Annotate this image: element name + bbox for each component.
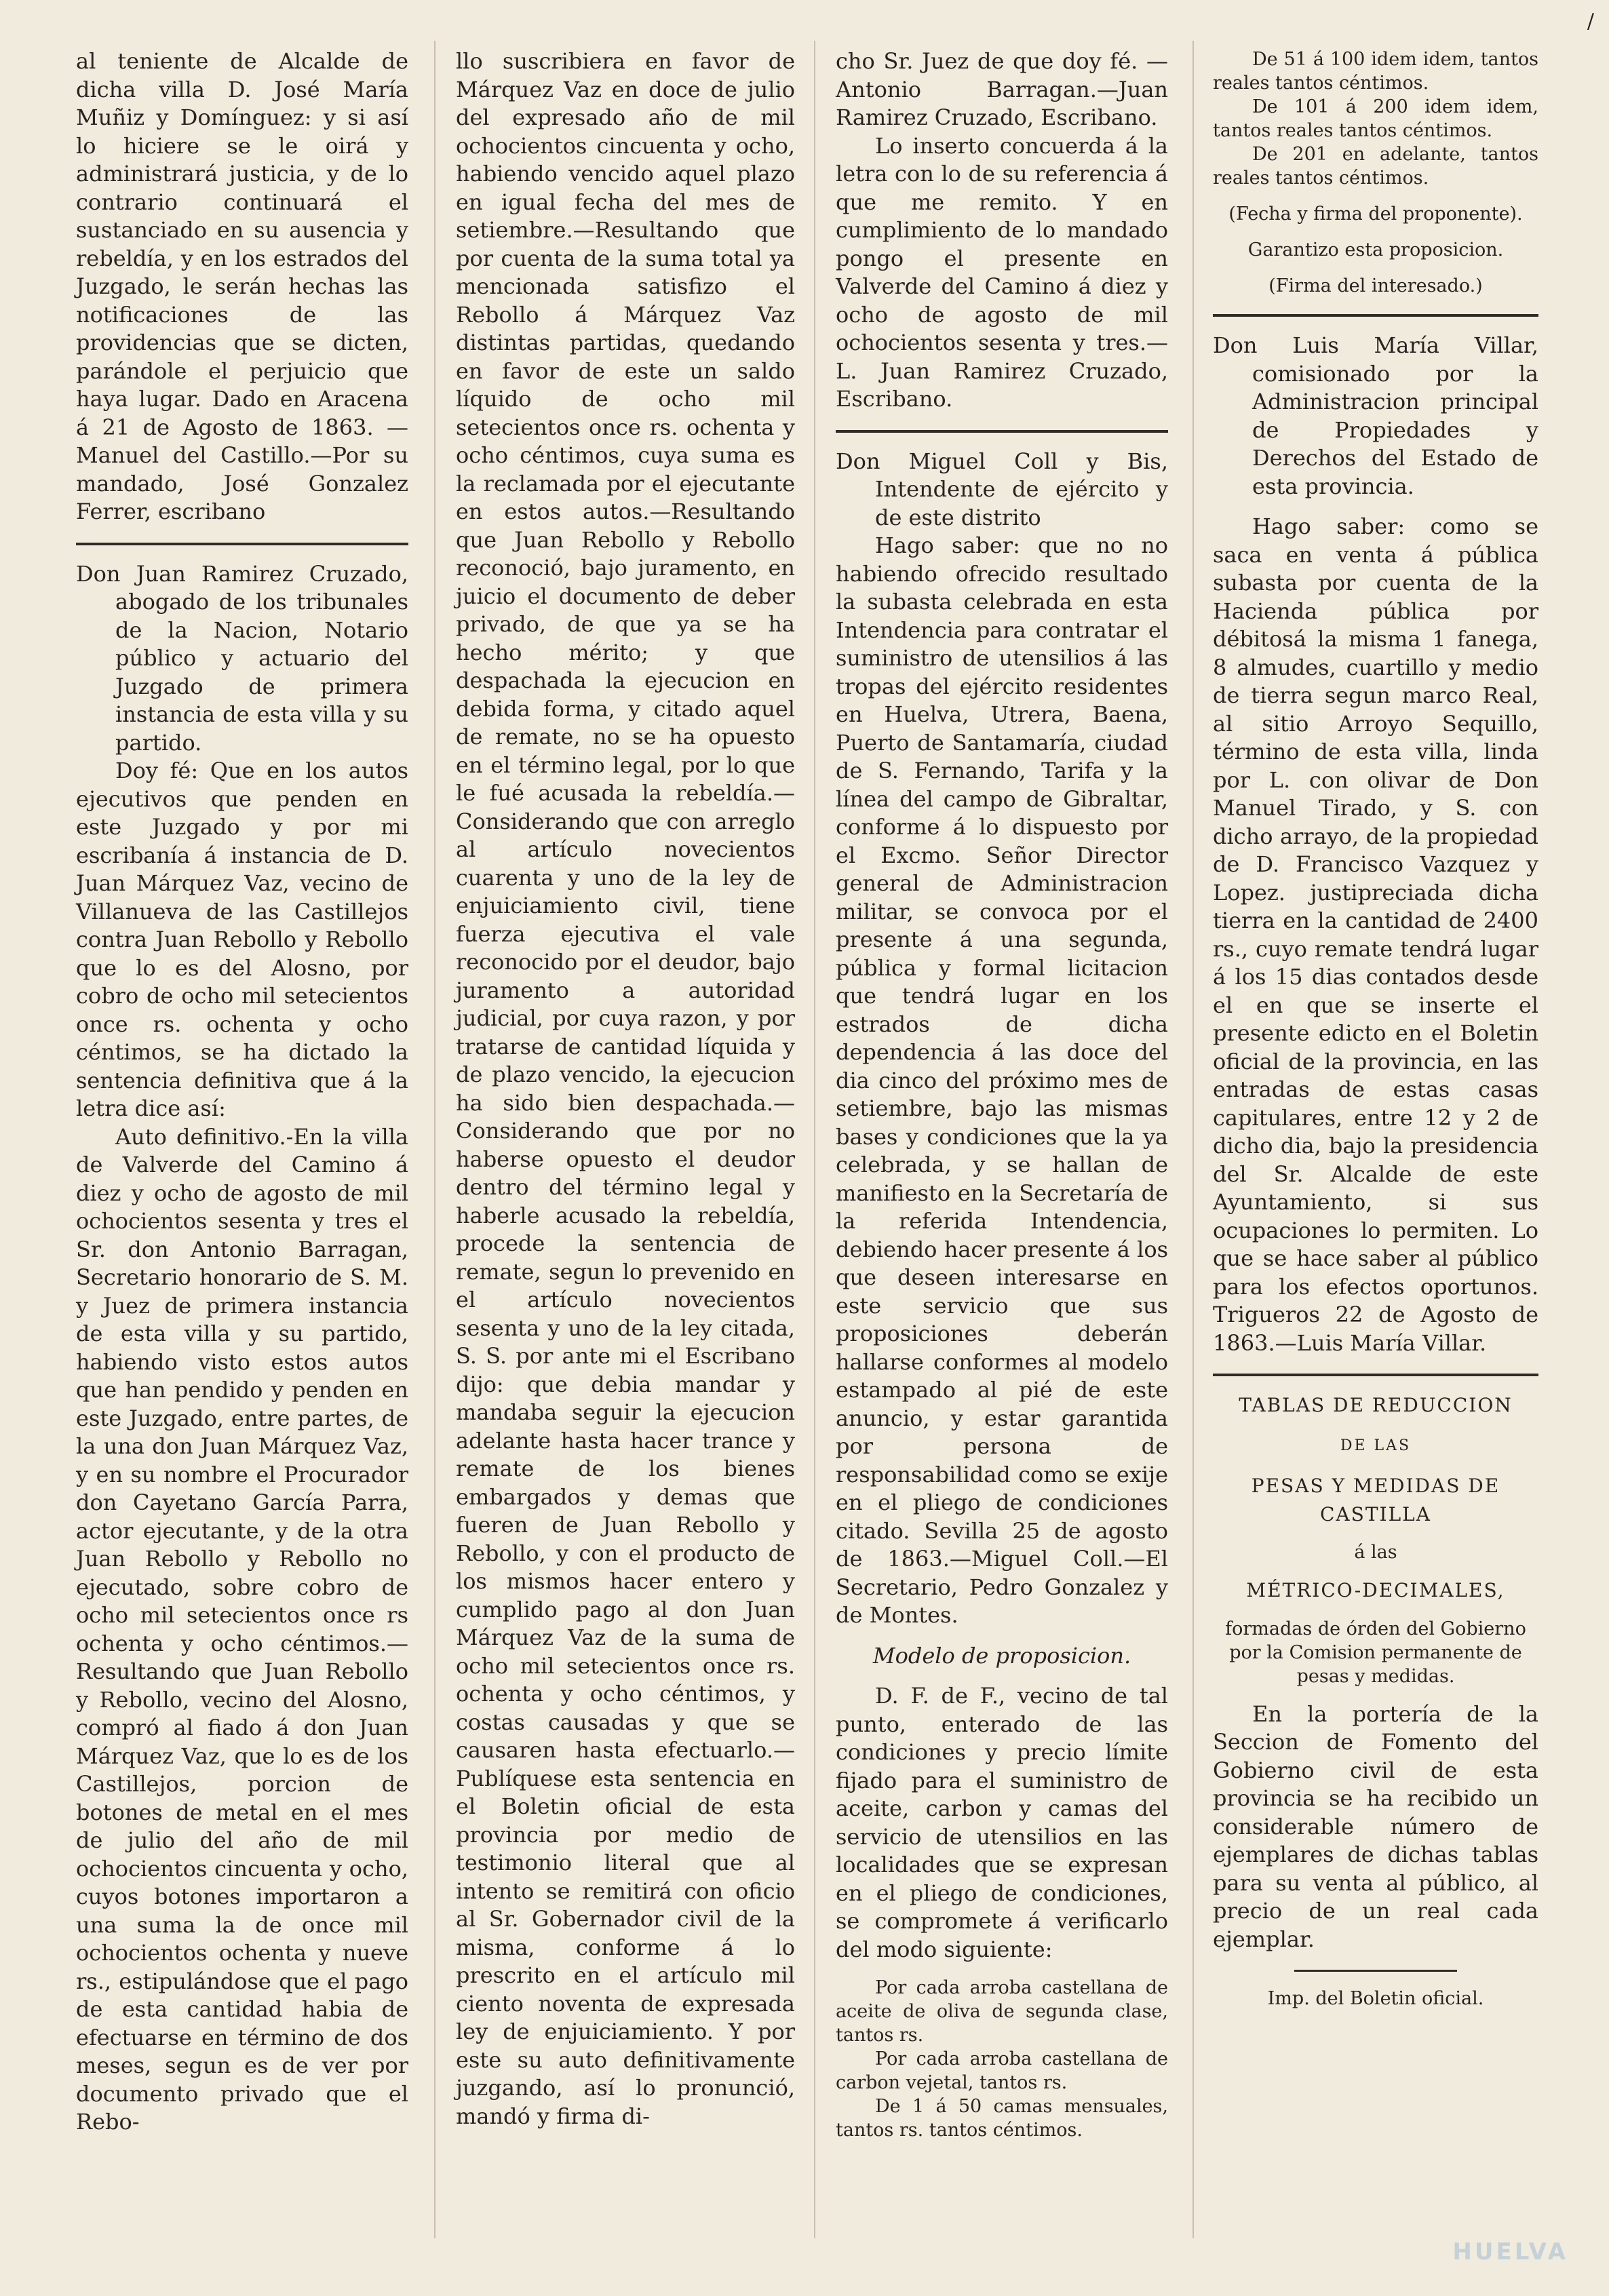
paragraph-sentencia: llo suscribiera en favor de Márquez Vaz en doce de julio del expresado año de mil ochocientos cincuenta y ocho, habiendo vencido aquel plazo en igual fecha del mes de setiembre.—Resultando que por cuenta de la suma total ya mencionada satisfizo el Rebollo á Márquez Vaz distintas partidas, quedando en favor de este un saldo líquido de ocho mil setecientos once rs. ochenta y ocho céntimos, cuya suma es la reclamada por el ejecutante en estos autos.—Resultando que Juan Rebollo y Rebollo reconoció, bajo juramento, en juicio el documento de deber privado, de que ya se ha hecho mérito; y que despachada la ejecucion en debida forma, y citado aquel de remate, no se ha opuesto en el término legal, por lo que le fué acusada la rebeldía.—Considerando que con arreglo al artículo novecientos cuarenta y uno de la ley de enjuiciamiento civil, tiene fuerza ejecutiva el vale reconocido por el deudor, bajo juramento a autoridad judicial, por cuya razon, y por tratarse de cantidad líquida y de plazo vencido, la ejecucion ha sido bien despachada.—Considerando que por no haberse opuesto el deudor dentro del término legal y haberle acusado la rebeldía, procede la sentencia de remate, segun lo prevenido en el artículo novecientos sesenta y uno de la ley citada, S. S. por ante mi el Escribano dijo: que debia mandar y mandaba seguir la ejecucion adelante hasta hacer trance y remate de los bienes embargados y demas que fueren de Juan Rebollo y Rebollo, y con el producto de los mismos hacer entero y cumplido pago al don Juan Márquez Vaz de la suma de ocho mil setecientos once rs. ochenta y ocho céntimos, y costas causadas y que se causaren hasta efectuarlo.—Publíquese esta sentencia en el Boletin oficial de esta provincia por medio de testimonio literal que al intento se remitirá con oficio al Sr. Gobernador civil de la misma, conforme á lo prescrito en el artículo mil ciento noventa de expresada ley de enjuiciamiento. Y por este su auto definitivamente juzgando, así lo pronunció, mandó y firma di- (456, 48, 795, 2129)
column-divider (814, 41, 815, 2238)
paragraph-subasta: Hago saber: que no no habiendo ofrecido resultado la subasta celebrada en esta Intendencia para contratar el suministro de utensilios á las tropas del ejército residentes en Huelva, Utrera, Baena, Puerto de Santamaría, ciudad de S. Fernando, Tarifa y la línea del campo de Gibraltar, conforme á lo dispuesto por el Excmo. Señor Director general de Administracion militar, se convoca por el presente á una segunda, pública y formal licitacion que tendrá lugar en los estrados de dicha dependencia á las doce del dia cinco del próximo mes de setiembre, bajo las mismas bases y condiciones que la ya celebrada, y se hallan de manifiesto en la Secretaría de la referida Intendencia, debiendo hacer presente á los que deseen interesarse en este servicio que sus proposiciones deberán hallarse conformes al modelo estampado al pié de este anuncio, y estar garantida por persona de responsabilidad como se exije en el pliego de condiciones citado. Sevilla 25 de agosto de 1863.—Miguel Coll.—El Secretario, Pedro Gonzalez y de Montes. (836, 532, 1168, 1628)
section-rule (1213, 314, 1538, 317)
tablas-subtitle: formadas de órden del Gobierno por la Comision permanente de pesas y medidas. (1225, 1618, 1526, 1687)
paragraph-porteria: En la portería de la Seccion de Fomento del Gobierno civil de esta provincia se ha recibido un considerable número de ejemplares de dichas tablas para su venta al público, al precio de un real cada ejemplar. (1213, 1700, 1538, 1952)
section-rule (836, 430, 1168, 433)
tablas-de-las: DE LAS (1340, 1437, 1412, 1454)
section-rule (1213, 1374, 1538, 1376)
tablas-pesas: PESAS Y MEDIDAS DE CASTILLA (1251, 1475, 1500, 1525)
notice-heading-ramirez: Don Juan Ramirez Cruzado, abogado de los tribunales de la Nacion, Notario público y actuario del Juzgado de primera instancia de esta villa y su partido. (76, 560, 408, 756)
paragraph-inserto: Lo inserto concuerda á la letra con lo de su referencia á que me remito. Y en cumplimiento de lo mandado pongo el presente en Valverde del Camino á diez y ocho de agosto de mil ochocientos sesenta y tres.—L. Juan Ramirez Cruzado, Escribano. (836, 132, 1168, 412)
fecha-firma: (Fecha y firma del proponente). (1228, 203, 1523, 225)
paragraph-venta: Hago saber: como se saca en venta á pública subasta por cuenta de la Hacienda pública por débitosá la misma 1 fanega, 8 almudes, cuartillo y medio de tierra segun marco Real, al sitio Arroyo Sequillo, término de esta villa, linda por L. con olivar de Don Manuel Tirado, y S. con dicho arrayo, de la propiedad de D. Francisco Vazquez y Lopez. justipreciada dicha tierra en la cantidad de 2400 rs., cuyo remate tendrá lugar á los 15 dias contados desde el en que se inserte el presente edicto en el Boletin oficial de la provincia, en las entradas de estas casas capitulares, entre 12 y 2 de dicho dia, bajo la presidencia del Sr. Alcalde de este Ayuntamiento, si sus ocupaciones lo permiten. Lo que se hace saber al público para los efectos oportunos. Trigueros 22 de Agosto de 1863.—Luis María Villar. (1213, 513, 1538, 1356)
column-divider (1193, 41, 1194, 2238)
imprenta-footer: Imp. del Boletin oficial. (1267, 1988, 1484, 2009)
price-item: De 101 á 200 idem idem, tantos reales tantos céntimos. (1213, 96, 1538, 141)
price-item: De 1 á 50 camas mensuales, tantos rs. tantos céntimos. (836, 2096, 1168, 2141)
column-2 (456, 47, 795, 2130)
page-number: / (1587, 9, 1594, 33)
column-3 (836, 47, 1168, 2142)
price-item: De 51 á 100 idem idem, tantos reales tantos céntimos. (1213, 49, 1538, 94)
notice-heading-villar: Don Luis María Villar, comisionado por la Administracion principal de Propiedades y Derechos del Estado de esta provincia. (1213, 332, 1538, 499)
column-1 (76, 47, 408, 2137)
price-item: De 201 en adelante, tantos reales tantos céntimos. (1213, 144, 1538, 189)
paragraph-doy-fe: Doy fé: Que en los autos ejecutivos que penden en este Juzgado y por mi escribanía á instancia de D. Juan Márquez Vaz, vecino de Villanueva de las Castillejos contra Juan Rebollo y Rebollo que lo es del Alosno, por cobro de ocho mil setecientos once rs. ochenta y ocho céntimos, se ha dictado la sentencia definitiva que á la letra dice así: (76, 758, 408, 1121)
notice-heading-coll: Don Miguel Coll y Bis, Intendente de ejército y de este distrito (836, 448, 1168, 530)
paragraph-juez: cho Sr. Juez de que doy fé. —Antonio Barragan.—Juan Ramirez Cruzado, Escribano. (836, 48, 1168, 130)
paragraph-auto-definitivo: Auto definitivo.-En la villa de Valverde del Camino á diez y ocho de agosto de mil ochocientos sesenta y tres el Sr. don Antonio Barragan, Secretario honorario de S. M. y Juez de primera instancia de esta villa y su partido, habiendo visto estos autos que han pendido y penden en este Juzgado, entre partes, de la una don Juan Márquez Vaz, y en su nombre el Procurador don Cayetano García Parra, actor ejecutante, y de la otra Juan Rebollo y Rebollo no ejecutado, sobre cobro de ocho mil setecientos once rs ochenta y ocho céntimos.—Resultando que Juan Rebollo y Rebollo, vecino del Alosno, compró al fiado á don Juan Márquez Vaz, que lo es de los Castillejos, porcion de botones de metal en el mes de julio del año de mil ochocientos cincuenta y ocho, cuyos botones importaron a una suma la de once mil ochocientos ochenta y nueve rs., estipulándose que el pago de esta cantidad habia de efectuarse en término de dos meses, segun es de ver por documento privado que el Rebo- (76, 1123, 408, 2135)
section-rule (76, 543, 408, 545)
archive-stamp: HUELVA (1452, 2238, 1568, 2265)
section-rule (1294, 1970, 1457, 1972)
price-item: Por cada arroba castellana de carbon vejetal, tantos rs. (836, 2048, 1168, 2093)
paragraph-aracena: al teniente de Alcalde de dicha villa D. José María Muñiz y Domínguez: y si así lo hiciere se le oirá y administrará justicia, y de lo contrario continuará el sustanciado en su ausencia y rebeldía, y en los estrados del Juzgado, le serán hechas las notificaciones de las providencias que se dicten, parándole el perjuicio que haya lugar. Dado en Aracena á 21 de Agosto de 1863. —Manuel del Castillo.—Por su mandado, José Gonzalez Ferrer, escribano (76, 48, 408, 524)
paragraph-modelo: D. F. de F., vecino de tal punto, enterado de las condiciones y precio límite fijado para el suministro de aceite, carbon y camas del servicio de utensilios en las localidades que se expresan en el pliego de condiciones, se compromete á verificarlo del modo siguiente: (836, 1683, 1168, 1962)
modelo-title: Modelo de proposicion. (872, 1642, 1131, 1669)
tablas-metrico: MÉTRICO-DECIMALES, (1246, 1579, 1505, 1601)
price-item: Por cada arroba castellana de aceite de oliva de segunda clase, tantos rs. (836, 1977, 1168, 2046)
garantizo-text: Garantizo esta proposicion. (1247, 239, 1504, 260)
firma-interesado: (Firma del interesado.) (1268, 275, 1483, 296)
column-4 (1213, 47, 1538, 2010)
column-divider (434, 41, 435, 2238)
tablas-a-las: á las (1354, 1542, 1397, 1563)
tablas-title: TABLAS DE REDUCCION (1239, 1394, 1513, 1416)
